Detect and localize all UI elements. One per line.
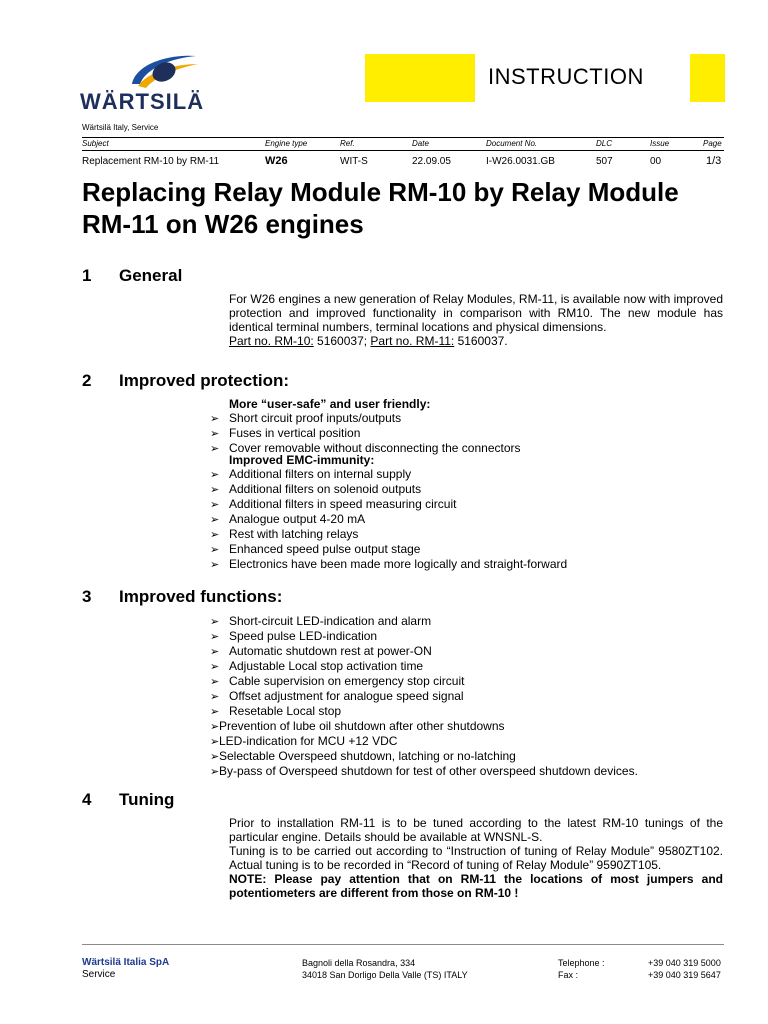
section-2-number: 2 (82, 371, 92, 390)
part-no-rm10-value: 5160037; (313, 334, 371, 348)
list-item: ➢ Speed pulse LED-indication (210, 629, 378, 643)
arrow-bullet-icon: ➢ (210, 646, 220, 658)
meta-label-issue: Issue (650, 139, 670, 148)
yellow-block-right (690, 54, 725, 102)
footer-company: Wärtsilä Italia SpA (82, 957, 170, 968)
list-item: ➢LED-indication for MCU +12 VDC (210, 734, 398, 748)
footer-telephone-label: Telephone : (558, 958, 605, 968)
section-4-paragraph-2: Tuning is to be carried out according to “Instruction of tuning of Relay Module” 9580ZT102. Actual tuning is to be recorded in “Record of tuning of Relay Module” 9590ZT105. (229, 844, 723, 872)
arrow-bullet-icon: ➢ (210, 469, 220, 481)
meta-date: 22.09.05 (412, 156, 451, 167)
arrow-bullet-icon: ➢ (210, 514, 220, 526)
arrow-bullet-icon: ➢ (210, 751, 220, 763)
section-4-paragraph-1: Prior to installation RM-11 is to be tuned according to the latest RM-10 tunings of the particular engine. Details should be available at WNSNL-S. (229, 816, 723, 844)
section-2-list-1 (210, 411, 521, 456)
arrow-bullet-icon: ➢ (210, 559, 220, 571)
list-item: ➢ Analogue output 4-20 mA (210, 512, 366, 526)
meta-docno: I-W26.0031.GB (486, 156, 555, 167)
meta-label-dlc: DLC (596, 139, 613, 148)
section-1-body (229, 292, 723, 348)
section-2-subheading-1: More “user-safe” and user friendly: (229, 397, 431, 411)
meta-label-date: Date (412, 139, 429, 148)
arrow-bullet-icon: ➢ (210, 736, 220, 748)
section-4-title: Tuning (119, 790, 175, 809)
meta-label-ref: Ref. (340, 139, 355, 148)
list-item: ➢ Additional filters on internal supply (210, 467, 412, 481)
arrow-bullet-icon: ➢ (210, 766, 220, 778)
meta-label-page: Page (703, 139, 722, 148)
footer-address-2: 34018 San Dorligo Della Valle (TS) ITALY (302, 970, 468, 980)
arrow-bullet-icon: ➢ (210, 428, 220, 440)
footer-telephone: +39 040 319 5000 (648, 958, 721, 968)
logo-swoosh-icon (128, 50, 208, 92)
arrow-bullet-icon: ➢ (210, 706, 220, 718)
footer-divider (82, 944, 724, 945)
list-item: ➢ Short-circuit LED-indication and alarm (210, 614, 432, 628)
arrow-bullet-icon: ➢ (210, 529, 220, 541)
list-item: ➢ Fuses in vertical position (210, 426, 361, 440)
meta-label-engine: Engine type (265, 139, 308, 148)
list-item: ➢ Electronics have been made more logically and straight-forward (210, 557, 568, 571)
footer-division: Service (82, 969, 116, 980)
list-item: ➢ Enhanced speed pulse output stage (210, 542, 421, 556)
meta-divider (82, 150, 724, 151)
meta-ref: WIT-S (340, 156, 368, 167)
logo-wordmark: WÄRTSILÄ (80, 89, 205, 114)
section-1-number: 1 (82, 266, 92, 285)
document-title: Replacing Relay Module RM-10 by Relay Module RM-11 on W26 engines (82, 177, 679, 239)
arrow-bullet-icon: ➢ (210, 443, 220, 455)
section-2-title: Improved protection: (119, 371, 290, 390)
footer-fax: +39 040 319 5647 (648, 970, 721, 980)
meta-issue: 00 (650, 156, 662, 167)
section-2-subheading-2: Improved EMC-immunity: (229, 453, 375, 467)
arrow-bullet-icon: ➢ (210, 676, 220, 688)
section-3-number: 3 (82, 587, 92, 606)
meta-label-subject: Subject (82, 139, 109, 148)
section-4-note: NOTE: Please pay attention that on RM-11 the locations of most jumpers and potentiometers are different from those on RM-10 ! (229, 872, 723, 900)
list-item: ➢ Additional filters on solenoid outputs (210, 482, 422, 496)
meta-engine: W26 (265, 155, 288, 167)
list-item: ➢ Offset adjustment for analogue speed signal (210, 689, 464, 703)
section-3-title: Improved functions: (119, 587, 283, 606)
part-no-rm11-value: 5160037. (454, 334, 508, 348)
footer-address-1: Bagnoli della Rosandra, 334 (302, 958, 416, 968)
list-item: ➢ Resetable Local stop (210, 704, 342, 718)
list-item: ➢ Cover removable without disconnecting the connectors (210, 441, 521, 455)
section-1-paragraph: For W26 engines a new generation of Relay Modules, RM-11, is available now with improved protection and improved functionality in comparison with RM10. The new module has identical terminal numbers, terminal locations and physical dimensions. (229, 292, 723, 334)
list-item: ➢Prevention of lube oil shutdown after other shutdowns (210, 719, 505, 733)
list-item: ➢Selectable Overspeed shutdown, latching or no-latching (210, 749, 516, 763)
part-no-rm10-label: Part no. RM-10: (229, 334, 314, 348)
meta-page: 1/3 (706, 155, 722, 167)
meta-dlc: 507 (596, 156, 613, 167)
section-4-body (229, 816, 723, 900)
footer-fax-label: Fax : (558, 970, 579, 980)
list-item: ➢By-pass of Overspeed shutdown for test of other overspeed shutdown devices. (210, 764, 638, 778)
doc-type-label: INSTRUCTION (488, 64, 644, 89)
list-item: ➢ Cable supervision on emergency stop circuit (210, 674, 465, 688)
list-item: ➢ Short circuit proof inputs/outputs (210, 411, 402, 425)
arrow-bullet-icon: ➢ (210, 413, 220, 425)
arrow-bullet-icon: ➢ (210, 631, 220, 643)
list-item: ➢ Rest with latching relays (210, 527, 359, 541)
header-divider (82, 137, 724, 138)
wartsila-logo (80, 50, 210, 118)
section-1-title: General (119, 266, 183, 285)
section-2-list-2 (210, 467, 567, 572)
arrow-bullet-icon: ➢ (210, 661, 220, 673)
arrow-bullet-icon: ➢ (210, 721, 220, 733)
arrow-bullet-icon: ➢ (210, 616, 220, 628)
meta-label-docno: Document No. (486, 139, 538, 148)
arrow-bullet-icon: ➢ (210, 484, 220, 496)
list-item: ➢ Automatic shutdown rest at power-ON (210, 644, 432, 658)
part-no-rm11-label: Part no. RM-11: (370, 334, 455, 348)
meta-subject: Replacement RM-10 by RM-11 (82, 156, 220, 167)
list-item: ➢ Adjustable Local stop activation time (210, 659, 424, 673)
yellow-block-left (365, 54, 475, 102)
section-4-number: 4 (82, 790, 92, 809)
company-subtitle: Wärtsilä Italy, Service (82, 123, 159, 132)
arrow-bullet-icon: ➢ (210, 499, 220, 511)
list-item: ➢ Additional filters in speed measuring circuit (210, 497, 457, 511)
arrow-bullet-icon: ➢ (210, 544, 220, 556)
arrow-bullet-icon: ➢ (210, 691, 220, 703)
section-3-list (210, 614, 638, 779)
